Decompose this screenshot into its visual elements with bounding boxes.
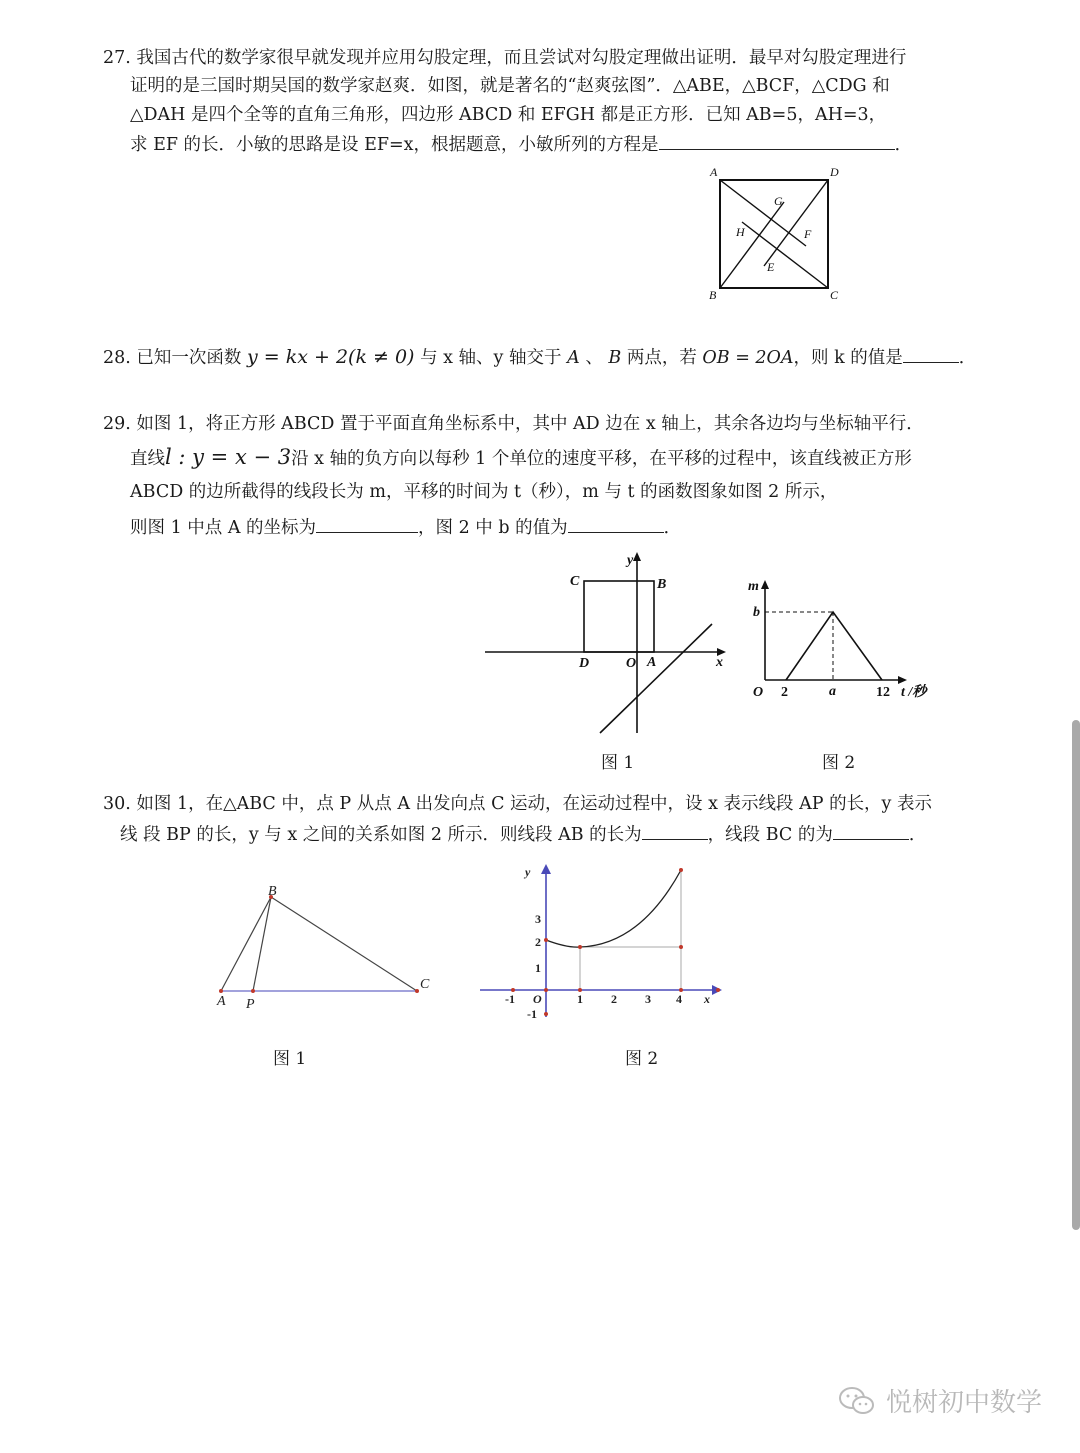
label-a: A: [710, 165, 718, 179]
svg-text:x: x: [716, 655, 723, 670]
side-bc: [271, 897, 417, 991]
q29-line-formula: l : y = x − 3: [165, 445, 292, 469]
svg-text:A: A: [647, 655, 657, 670]
svg-text:t /秒: t /秒: [901, 685, 927, 700]
svg-text:1: 1: [535, 961, 541, 975]
svg-text:x: x: [704, 992, 710, 1006]
svg-text:a: a: [829, 684, 836, 699]
q27-number: 27.: [103, 48, 131, 68]
q27-line2: [130, 74, 890, 98]
svg-text:B: B: [657, 577, 667, 592]
q29-figure-1: [480, 548, 730, 743]
watermark-text: 悦树初中数学: [886, 1388, 1043, 1418]
svg-text:4: 4: [676, 992, 682, 1006]
q27-text-3: △DAH 是四个全等的直角三角形，四边形 ABCD 和 EFGH 都是正方形．已知 AB=5，AH=3，: [130, 105, 887, 125]
scrollbar-thumb[interactable]: [1072, 720, 1080, 1230]
q30-number: 30.: [103, 794, 131, 814]
q29-line3: ABCD 的边所截得的线段长为 m，平移的时间为 t（秒），m 与 t 的函数图象如图 2 所示，: [130, 482, 838, 502]
side-ab: [221, 897, 271, 991]
svg-text:1: 1: [577, 992, 583, 1006]
q28-answer-blank[interactable]: [903, 344, 959, 363]
svg-text:O: O: [753, 685, 764, 700]
q30-line1: 30. 如图 1，在△ABC 中，点 P 从点 A 出发向点 C 运动，在运动过程中，设 x 表示线段 AP 的长，y 表示: [103, 794, 933, 814]
svg-text:-1: -1: [527, 1007, 537, 1021]
q29-line1: 29. 如图 1，将正方形 ABCD 置于平面直角坐标系中，其中 AD 边在 x 轴上，其余各边均与坐标轴平行．: [103, 414, 924, 434]
q29-figure-2: [745, 572, 945, 702]
q28-condition: OB = 2OA: [702, 348, 794, 368]
q29-line2: 直线l : y = x − 3沿 x 轴的负方向以每秒 1 个单位的速度平移，在平移的过程中，该直线被正方形: [130, 445, 912, 469]
q30-figure-1: [210, 885, 440, 1015]
q29-fig2-caption: 图 2: [822, 753, 856, 773]
svg-text:3: 3: [645, 992, 651, 1006]
label-g: G: [774, 194, 783, 208]
label-d: D: [830, 165, 839, 179]
q27-text-2: 证明的是三国时期吴国的数学家赵爽．如图，就是著名的“赵爽弦图”．△ABE，△BCF，△CDG 和: [130, 76, 890, 96]
q30-figure-2: [475, 862, 735, 1032]
q27-line1: [103, 46, 906, 70]
svg-text:C: C: [570, 574, 580, 589]
wechat-icon: [838, 1385, 876, 1417]
q30-line2: 线 段 BP 的长，y 与 x 之间的关系如图 2 所示．则线段 AB 的长为 ，线段 BC 的为 ．: [120, 821, 926, 847]
q27-line4: 求 EF 的长．小敏的思路是设 EF=x，根据题意，小敏所列的方程是 ．: [130, 131, 912, 157]
label-c: C: [830, 288, 839, 302]
q30-fig2-caption: 图 2: [625, 1049, 659, 1069]
m-t-graph: [786, 612, 882, 680]
q29-number: 29.: [103, 414, 131, 434]
svg-text:y: y: [627, 553, 634, 568]
svg-text:y: y: [525, 865, 531, 879]
svg-text:A: A: [217, 994, 226, 1009]
svg-text:O: O: [626, 656, 637, 671]
y-x-curve: [546, 870, 681, 947]
q27-line3: [130, 103, 886, 127]
q30-answer-blank-ab[interactable]: [642, 821, 708, 840]
q30-fig1-caption: 图 1: [273, 1049, 307, 1069]
q28-formula: y = kx + 2(k ≠ 0): [247, 346, 415, 368]
q27-text-1: 我国古代的数学家很早就发现并应用勾股定理，而且尝试对勾股定理做出证明．最早对勾股定理进行: [136, 48, 907, 68]
q29-answer-blank-b[interactable]: [568, 514, 664, 533]
q29-answer-blank-a[interactable]: [316, 514, 418, 533]
q27-text-4: 求 EF 的长．小敏的思路是设 EF=x，根据题意，小敏所列的方程是: [130, 135, 659, 155]
svg-text:-1: -1: [505, 992, 515, 1006]
q27-answer-blank[interactable]: [659, 131, 895, 150]
label-h: H: [736, 225, 745, 239]
q29-line4: 则图 1 中点 A 的坐标为 ，图 2 中 b 的值为 ．: [130, 514, 681, 540]
square-abcd: [584, 581, 654, 652]
svg-text:2: 2: [611, 992, 617, 1006]
svg-text:2: 2: [781, 685, 788, 700]
q28-line: 28. 已知一次函数 y = kx + 2(k ≠ 0) 与 x 轴、y 轴交于 A 、 B 两点，若 OB = 2OA，则 k 的值是 ．: [103, 346, 977, 368]
svg-text:b: b: [753, 605, 760, 620]
svg-text:12: 12: [876, 685, 890, 700]
svg-text:D: D: [579, 656, 590, 671]
svg-text:3: 3: [535, 912, 541, 926]
watermark: [838, 1382, 1042, 1419]
svg-text:B: B: [268, 884, 277, 899]
q27-zhao-shuang-figure: [700, 160, 850, 310]
svg-text:P: P: [246, 997, 255, 1012]
label-b: B: [709, 288, 717, 302]
q28-number: 28.: [103, 348, 131, 368]
svg-text:m: m: [748, 579, 759, 594]
label-e: E: [767, 260, 775, 274]
label-f: F: [804, 227, 812, 241]
line-l: [600, 624, 712, 733]
svg-text:C: C: [420, 977, 430, 992]
svg-text:2: 2: [535, 935, 541, 949]
q29-fig1-caption: 图 1: [601, 753, 635, 773]
svg-text:O: O: [533, 992, 542, 1006]
q30-answer-blank-bc[interactable]: [833, 821, 909, 840]
segment-bp: [253, 897, 271, 991]
